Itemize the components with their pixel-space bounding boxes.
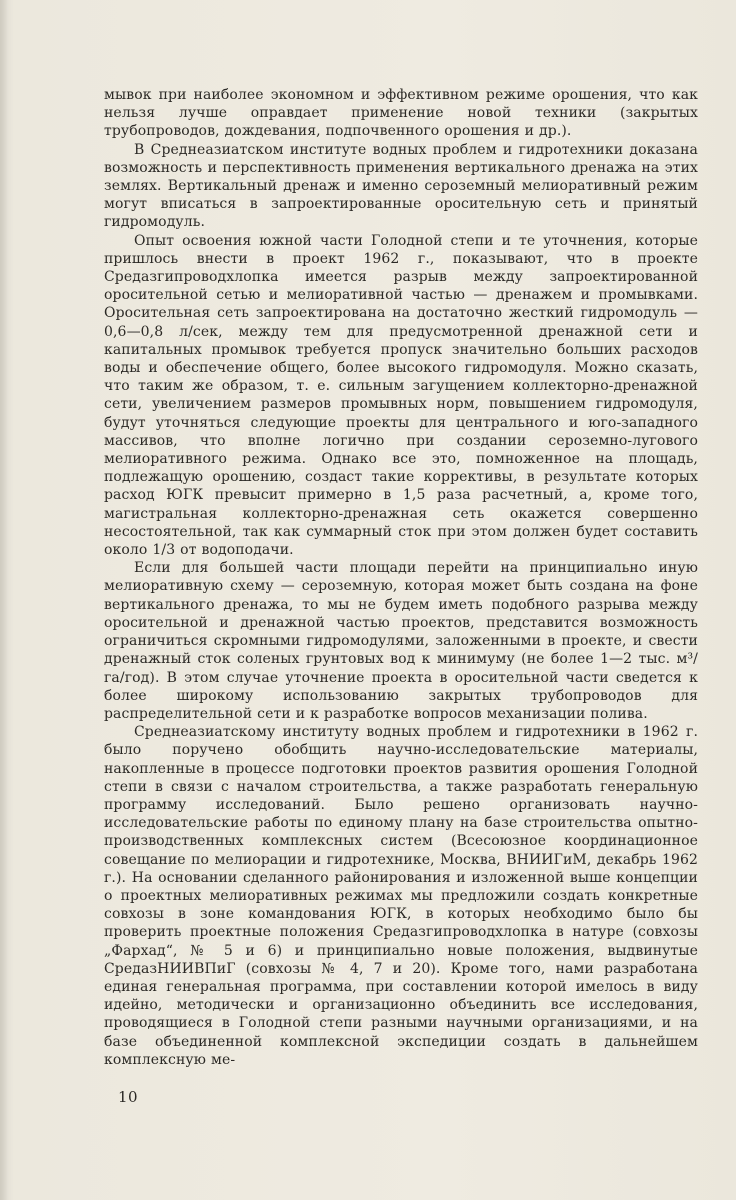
paragraph-vertical-drainage: В Среднеазиатском институте водных проблем и гидротехники доказана возможность и перспективность применения вертикального дренажа на этих землях. Вертикальный дренаж и именно сероземный мелиоративный режим могут вписаться в запроектированные оросительную сеть и принятый гидромодуль.: [104, 141, 698, 231]
paragraph-serozem-scheme: Если для большей части площади перейти на принципиально иную мелиоративную схему — сероземную, которая может быть создана на фоне вертикального дренажа, то мы не будем иметь подобного разрыва между оросительной и дренажной частью проектов, представится возможность ограничиться скромными гидромодулями, заложенными в проекте, и свести дренажный сток соленых грунтовых вод к минимуму (не более 1—2 тыс. м³/га/год). В этом случае уточнение проекта в оросительной части сведется к более широкому использованию закрытых трубопроводов для распределительной сети и к разработке вопросов механизации полива.: [104, 560, 698, 722]
paragraph-continuation: мывок при наиболее экономном и эффективном режиме орошения, что как нельзя лучше оправдает применение новой техники (закрытых трубопроводов, дождевания, подпочвенного орошения и др.).: [104, 87, 698, 140]
paragraph-research-program: Среднеазиатскому институту водных проблем и гидротехники в 1962 г. было поручено обобщить научно-исследовательские материалы, накопленные в процессе подготовки проектов развития орошения Голодной степи в связи с началом строительства, а также разработать генеральную программу исследований. Было решено организовать научно-исследовательские работы по единому плану на базе строительства опытно-производственных комплексных систем (Всесоюзное координационное совещание по мелиорации и гидротехнике, Москва, ВНИИГиМ, декабрь 1962 г.). На основании сделанного районирования и изложенной выше концепции о проектных мелиоративных режимах мы предложили создать конкретные совхозы в зоне командования ЮГК, в которых необходимо было бы проверить проектные положения Средазгипроводхлопка в натуре (совхозы „Фархад“, № 5 и 6) и принципиально новые положения, выдвинутые СредазНИИВПиГ (совхозы № 4, 7 и 20). Кроме того, нами разработана единая генеральная программа, при составлении которой имелось в виду идейно, методически и организационно объединить все исследования, проводящиеся в Голодной степи разными научными организациями, и на базе объединенной комплексной экспедиции создать в дальнейшем комплексную ме-: [104, 724, 698, 1068]
body-text: [104, 86, 698, 1069]
page-number: 10: [118, 1088, 139, 1106]
page-edge-shadow: [0, 0, 8, 1200]
paragraph-hungry-steppe-experience: Опыт освоения южной части Голодной степи и те уточнения, которые пришлось внести в проект 1962 г., показывают, что в проекте Средазгипроводхлопка имеется разрыв между запроектированной оросительной сетью и мелиоративной частью — дренажем и промывками. Оросительная сеть запроектирована на достаточно жесткий гидромодуль — 0,6—0,8 л/сек, между тем для предусмотренной дренажной сети и капитальных промывок требуется пропуск значительно больших расходов воды и обеспечение общего, более высокого гидромодуля. Можно сказать, что таким же образом, т. е. сильным загущением коллекторно-дренажной сети, увеличением размеров промывных норм, повышением гидромодуля, будут уточняться следующие проекты для центрального и юго-западного массивов, что вполне логично при создании сероземно-лугового мелиоративного режима. Однако все это, помноженное на площадь, подлежащую орошению, создаст такие коррективы, в результате которых расход ЮГК превысит примерно в 1,5 раза расчетный, а, кроме того, магистральная коллекторно-дренажная сеть окажется совершенно несостоятельной, так как суммарный сток при этом должен будет составить около 1/3 от водоподачи.: [104, 232, 698, 559]
